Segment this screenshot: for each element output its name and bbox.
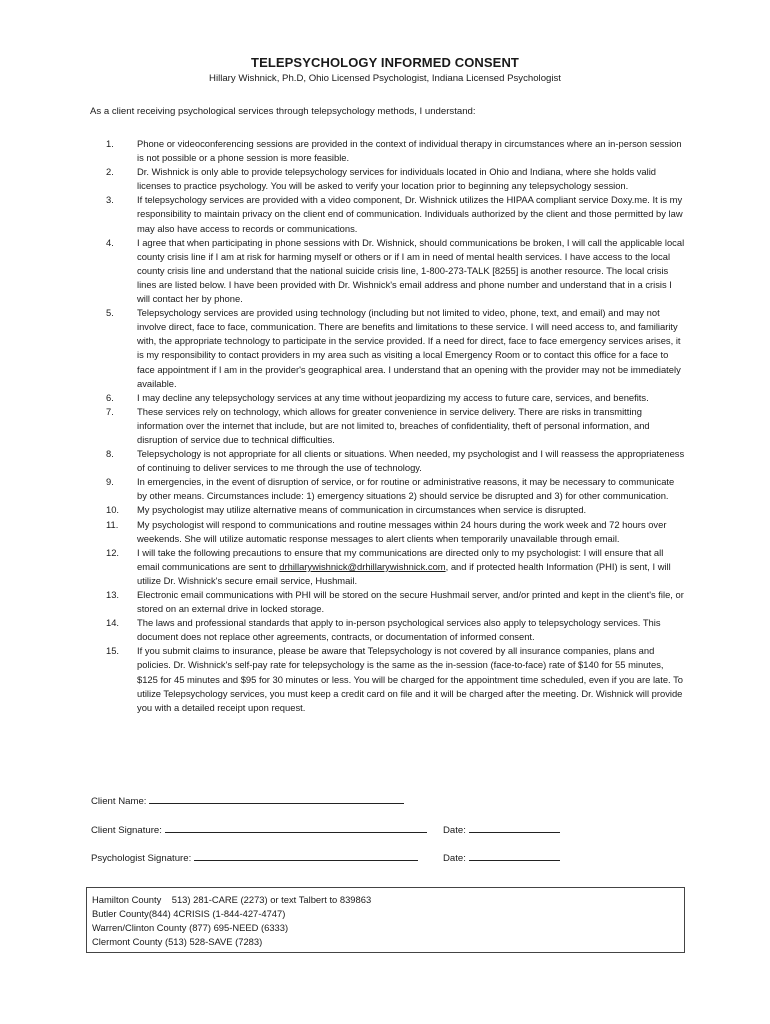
list-item [0,588,770,616]
crisis-line [92,907,679,921]
item-number: 5. [106,307,114,319]
item-text [137,546,685,588]
list-item [0,391,770,405]
list-item [0,137,770,165]
client-signature-label: Client Signature: [91,825,162,836]
gap [161,894,171,905]
county-name: Butler County [92,908,149,919]
crisis-line [92,935,679,949]
list-item [0,405,770,447]
list-item [0,475,770,503]
item-text: If you submit claims to insurance, please be aware that Telepsychology is not covered by all insurance companies, plans and policies. Dr. Wishnick's self-pay rate for telepsychology is the same as the in-session (face-to-face) rate of $140 for 55 minutes, $125 for 45 minutes and $95 for 30 minutes or less. You will be charged for the appointment time scheduled, even if you are late. To utilize Telepsychology services, you must keep a credit card on file and it will be charged after the meeting. Dr. Wishnick will provide you with a detailed receipt upon request. [137,645,683,713]
consent-list [0,137,770,715]
item-number: 12. [106,546,120,558]
client-name-row [91,793,404,807]
item-text: Electronic email communications with PHI will be stored on the secure Hushmail server, and/or printed and kept in the client's file, or stored on an external drive in locked storage. [137,589,684,615]
document-title: TELEPSYCHOLOGY INFORMED CONSENT [251,55,519,70]
item-number: 2. [106,166,114,178]
psychologist-date-field[interactable] [469,850,560,861]
crisis-contact: (877) 695-NEED (6333) [189,922,289,933]
list-item [0,193,770,235]
date-label: Date: [443,853,466,864]
list-item [0,503,770,517]
list-item [0,644,770,714]
item-number: 13. [106,589,120,600]
client-date-field[interactable] [469,822,560,833]
email-link[interactable]: drhillarywishnick@drhillarywishnick.com [279,560,446,572]
psychologist-date-row [443,850,560,864]
item-text: Dr. Wishnick is only able to provide telepsychology services for individuals located in Ohio and Indiana, where she holds valid licenses to practice psychology. You will be asked to verify your location prior to beginning any telepsychology session. [137,166,657,192]
item-text: These services rely on technology, which allows for greater convenience in service delivery. There are risks in transmitting information over the internet that include, but are not limited to, breaches of confidentiality, theft of personal information, and disruption of service due to technical difficulties. [137,405,650,445]
item-text-part: I will take the following precautions to ensure that my communications are directed only to my psychologist: I will ensure that all email communications are sent to [137,546,664,572]
county-name: Warren/Clinton County [92,922,187,933]
item-number: 14. [106,617,120,629]
item-text: I agree that when participating in phone sessions with Dr. Wishnick, should communications be broken, I will call the applicable local county crisis line if I am at risk for harming myself or others or if I am in need of mental health services. I have access to the local county crisis line and understand that the national suicide crisis line, 1-800-273-TALK [8255] is another resource. The local crisis lines are listed below. I have been provided with Dr. Wishnick's email address and phone number and understand that in a crisis I will contact her by phone. [137,236,685,305]
item-text-part: , and if protected health Information (PHI) is sent, I will utilize Dr. Wishnick's secure email service, Hushmail. [137,560,671,586]
item-number: 4. [106,236,114,248]
item-text: If telepsychology services are provided with a video component, Dr. Wishnick utilizes the HIPAA compliant service Doxy.me. It is my responsibility to maintain privacy on the client end of communication. Individuals authorized by the client and those permitted by law may also have access to records or communications. [137,194,683,234]
psychologist-signature-field[interactable] [194,850,418,861]
crisis-line [92,893,679,907]
item-number: 9. [106,476,114,488]
county-name: Clermont County [92,936,163,947]
item-number: 6. [106,391,114,403]
crisis-contact: (844) 4CRISIS (1-844-427-4747) [148,908,286,919]
item-number: 11. [106,518,119,530]
item-text: My psychologist may utilize alternative means of communication in circumstances when service is disrupted. [137,504,587,516]
item-number: 1. [106,138,114,149]
crisis-lines-box [86,887,685,953]
psychologist-signature-row [91,850,418,864]
list-item [0,236,770,306]
client-date-row [443,822,560,836]
list-item [0,306,770,391]
client-name-field[interactable] [149,793,404,804]
item-text: In emergencies, in the event of disruption of service, or for routine or administrative reasons, it may be necessary to communicate by other means. Circumstances include: 1) emergency situations 2) should service be disrupted and 3) for other communication. [137,476,675,502]
item-text: Phone or videoconferencing sessions are provided in the context of individual therapy in circumstances where an in-person session is not possible or a phone session is more feasible. [137,138,682,164]
list-item [0,165,770,193]
date-label: Date: [443,825,466,836]
list-item [0,616,770,644]
item-number: 15. [106,645,120,657]
item-text: The laws and professional standards that apply to in-person psychological services also apply to telepsychology services. This document does not replace other agreements, contracts, or documentation of informed consent. [137,617,661,643]
item-number: 8. [106,448,114,460]
crisis-contact: 513) 281-CARE (2273) or text Talbert to 839863 [171,894,372,905]
client-signature-row [91,822,427,836]
item-text: My psychologist will respond to communications and routine messages within 24 hours during the work week and 72 hours over weekends. She will utilize automatic response messages to alert clients when temporarily unavailable through email. [137,518,667,544]
item-number: 7. [106,405,114,417]
item-number: 3. [106,194,114,206]
list-item [0,447,770,475]
county-name: Hamilton County [92,894,162,905]
list-item [0,518,770,546]
document-subtitle: Hillary Wishnick, Ph.D, Ohio Licensed Psychologist, Indiana Licensed Psychologist [209,73,561,84]
client-signature-field[interactable] [165,822,427,833]
item-text: Telepsychology is not appropriate for all clients or situations. When needed, my psychologist and I will reassess the appropriateness of continuing to deliver services to me through the use of technology. [137,448,685,474]
item-number: 10. [106,504,120,516]
list-item [0,546,770,588]
crisis-line [92,921,679,935]
crisis-contact: (513) 528-SAVE (7283) [164,936,263,947]
intro-text: As a client receiving psychological services through telepsychology methods, I understand: [90,106,476,117]
client-name-label: Client Name: [91,796,147,807]
psychologist-signature-label: Psychologist Signature: [91,853,192,864]
item-text: Telepsychology services are provided using technology (including but not limited to video, phone, text, and email) and may not involve direct, face to face, communication. There are benefits and limitations to these service. I will need access to, and familiarity with, the appropriate technology to participate in the service provided. If a need for direct, face to face emergency services arises, it is my responsibility to contact providers in my area such as visiting a local Emergency Room or to contact this office for a face to face appointment if I am in the provider's geographical area. I understand that an opening with the provider may not be immediately available. [137,307,681,389]
item-text: I may decline any telepsychology services at any time without jeopardizing my access to future care, services, and benefits. [137,391,649,403]
